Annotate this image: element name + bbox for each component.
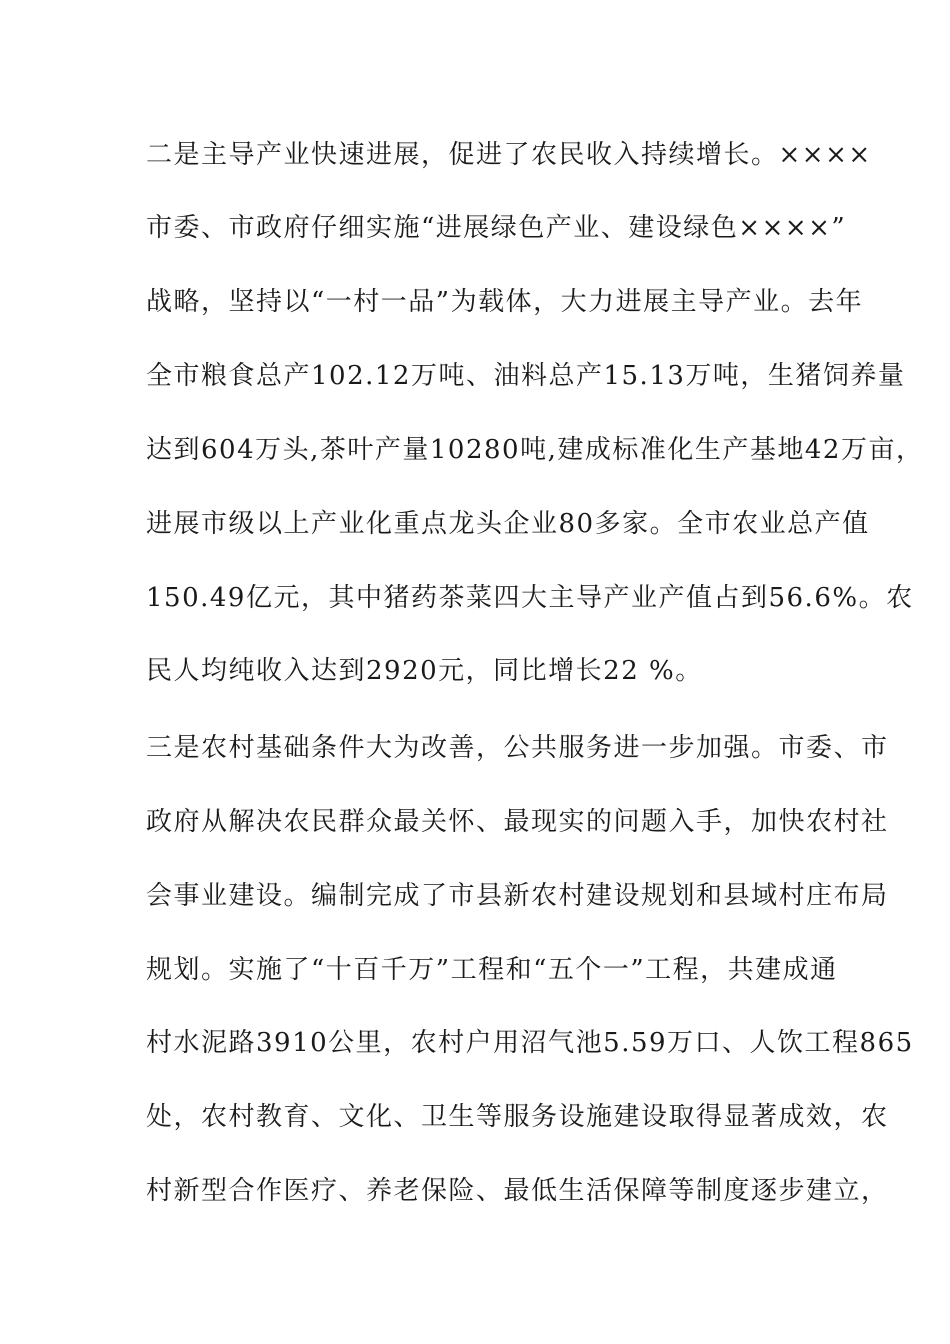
text-line: 市委、市政府仔细实施“进展绿色产业、建设绿色××××” [146, 213, 847, 243]
text-line: 规划。实施了“十百千万”工程和“五个一”工程，共建成通 [146, 955, 838, 985]
text-line: 150.49亿元，其中猪药茶菜四大主导产业产值占到56.6%。农 [146, 583, 914, 613]
text-line: 进展市级以上产业化重点龙头企业80多家。全市农业总产值 [146, 509, 870, 539]
text-line: 处，农村教育、文化、卫生等服务设施建设取得显著成效，农 [146, 1102, 889, 1132]
text-line: 会事业建设。编制完成了市县新农村建设规划和县域村庄布局 [146, 881, 889, 911]
text-line: 战略，坚持以“一村一品”为载体，大力进展主导产业。去年 [146, 287, 864, 317]
text-line: 达到604万头,茶叶产量10280吨,建成标准化生产基地42万亩， [146, 435, 924, 465]
text-line: 三是农村基础条件大为改善，公共服务进一步加强。市委、市 [146, 733, 889, 763]
text-line: 二是主导产业快速进展，促进了农民收入持续增长。×××× [146, 140, 872, 170]
text-line: 民人均纯收入达到2920元，同比增长22 %。 [146, 656, 703, 686]
text-line: 政府从解决农民群众最关怀、最现实的问题入手，加快农村社 [146, 807, 889, 837]
text-line: 村新型合作医疗、养老保险、最低生活保障等制度逐步建立， [146, 1176, 889, 1206]
text-line: 全市粮食总产102.12万吨、油料总产15.13万吨，生猪饲养量 [146, 361, 906, 391]
text-line: 村水泥路3910公里，农村户用沼气池5.59万口、人饮工程865 [146, 1028, 914, 1058]
